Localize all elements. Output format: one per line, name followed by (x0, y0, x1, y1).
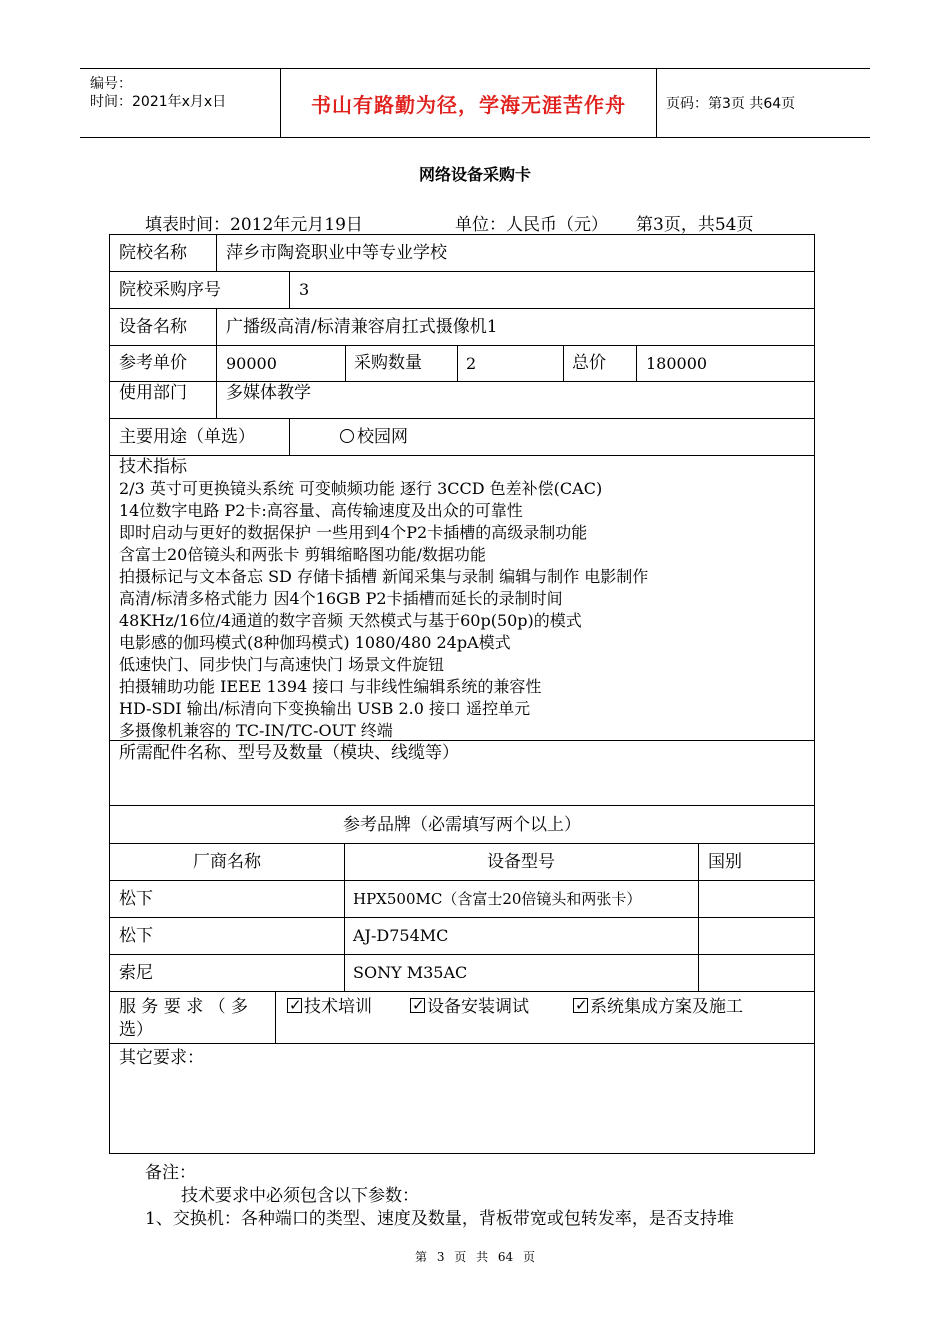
spec-line: 48KHz/16位/4通道的数字音频 天然模式与基于60p(50p)的模式 (119, 611, 582, 630)
brand-vendor: 松下 (119, 889, 153, 909)
page-counter: 第3页，共54页 (636, 215, 754, 235)
service-label-cont: 选） (119, 1020, 153, 1040)
service-option-label: 系统集成方案及施工 (590, 997, 743, 1017)
checkbox-checked-icon[interactable] (287, 998, 302, 1013)
unit-price-label: 参考单价 (119, 353, 187, 373)
qty-label: 采购数量 (354, 353, 422, 373)
service-option-training[interactable] (287, 996, 372, 1018)
seq-value: 3 (299, 280, 310, 299)
radio-icon[interactable] (340, 429, 354, 443)
spec-line: 拍摄辅助功能 IEEE 1394 接口 与非线性编辑系统的兼容性 (119, 677, 542, 696)
spec-line: 2/3 英寸可更换镜头系统 可变帧频功能 逐行 3CCD 色差补偿(CAC) (119, 479, 603, 498)
spec-line: 低速快门、同步快门与高速快门 场景文件旋钮 (119, 655, 445, 674)
spec-list (119, 478, 648, 742)
spec-line: 高清/标清多格式能力 因4个16GB P2卡插槽而延长的录制时间 (119, 589, 563, 608)
spec-line: 即时启动与更好的数据保护 一些用到4个P2卡插槽的高级录制功能 (119, 523, 588, 542)
fill-time: 填表时间：2012年元月19日 (145, 215, 363, 235)
col-vendor: 厂商名称 (193, 852, 261, 872)
page-footer: 第 3 页 共 64 页 (415, 1250, 535, 1264)
checkbox-checked-icon[interactable] (410, 998, 425, 1013)
accessories-label: 所需配件名称、型号及数量（模块、线缆等） (119, 743, 459, 763)
header-number: 编号： (90, 76, 132, 92)
school-name-value: 萍乡市陶瓷职业中等专业学校 (226, 243, 447, 263)
device-value: 广播级高清/标清兼容肩扛式摄像机1 (226, 317, 498, 337)
remark-line1: 技术要求中必须包含以下参数： (181, 1186, 419, 1206)
spec-line: 含富士20倍镜头和两张卡 剪辑缩略图功能/数据功能 (119, 545, 486, 564)
brand-model: SONY M35AC (353, 963, 468, 982)
currency-unit: 单位：人民币（元） (455, 215, 608, 235)
service-option-integration[interactable] (573, 996, 743, 1018)
service-label: 服 务 要 求 （ 多 (119, 997, 249, 1017)
dept-value: 多媒体教学 (226, 383, 311, 403)
total-label: 总价 (572, 353, 606, 373)
other-label: 其它要求： (119, 1048, 204, 1068)
purpose-label: 主要用途（单选） (119, 427, 255, 447)
school-name-label: 院校名称 (119, 243, 187, 263)
brand-vendor: 松下 (119, 926, 153, 946)
service-option-label: 技术培训 (304, 997, 372, 1017)
spec-line: HD-SDI 输出/标清向下变换输出 USB 2.0 接口 遥控单元 (119, 699, 531, 718)
brand-header: 参考品牌（必需填写两个以上） (343, 815, 581, 835)
spec-line: 多摄像机兼容的 TC-IN/TC-OUT 终端 (119, 721, 393, 740)
brand-vendor: 索尼 (119, 963, 153, 983)
purpose-option-label: 校园网 (357, 427, 408, 447)
header-page-info: 页码：第3页 共64页 (666, 96, 796, 112)
col-model: 设备型号 (487, 852, 555, 872)
seq-label: 院校采购序号 (119, 280, 221, 300)
remark-line2: 1、交换机：各种端口的类型、速度及数量，背板带宽或包转发率，是否支持堆 (145, 1209, 734, 1229)
checkbox-checked-icon[interactable] (573, 998, 588, 1013)
service-option-install[interactable] (410, 996, 529, 1018)
brand-model: AJ-D754MC (353, 926, 449, 945)
col-country: 国别 (708, 852, 742, 872)
spec-line: 拍摄标记与文本备忘 SD 存储卡插槽 新闻采集与录制 编辑与制作 电影制作 (119, 567, 649, 586)
spec-line: 电影感的伽玛模式(8种伽玛模式) 1080/480 24pA模式 (119, 633, 511, 652)
dept-label: 使用部门 (119, 383, 187, 403)
unit-price-value: 90000 (226, 354, 277, 373)
spec-line: 14位数字电路 P2卡:高容量、高传输速度及出众的可靠性 (119, 501, 523, 520)
procurement-form (109, 234, 815, 1154)
qty-value: 2 (466, 354, 477, 373)
header-meta (80, 69, 281, 137)
purpose-option[interactable] (340, 426, 408, 448)
total-value: 180000 (646, 354, 708, 373)
header-time: 时间：2021年x月x日 (90, 94, 227, 110)
page-title: 网络设备采购卡 (418, 165, 531, 184)
device-label: 设备名称 (119, 317, 187, 337)
service-option-label: 设备安装调试 (427, 997, 529, 1017)
spec-label: 技术指标 (119, 457, 187, 477)
page-header (80, 68, 870, 138)
header-motto: 书山有路勤为径，学海无涯苦作舟 (281, 69, 657, 137)
brand-model: HPX500MC（含富士20倍镜头和两张卡） (353, 890, 642, 908)
remark-label: 备注： (145, 1163, 196, 1183)
